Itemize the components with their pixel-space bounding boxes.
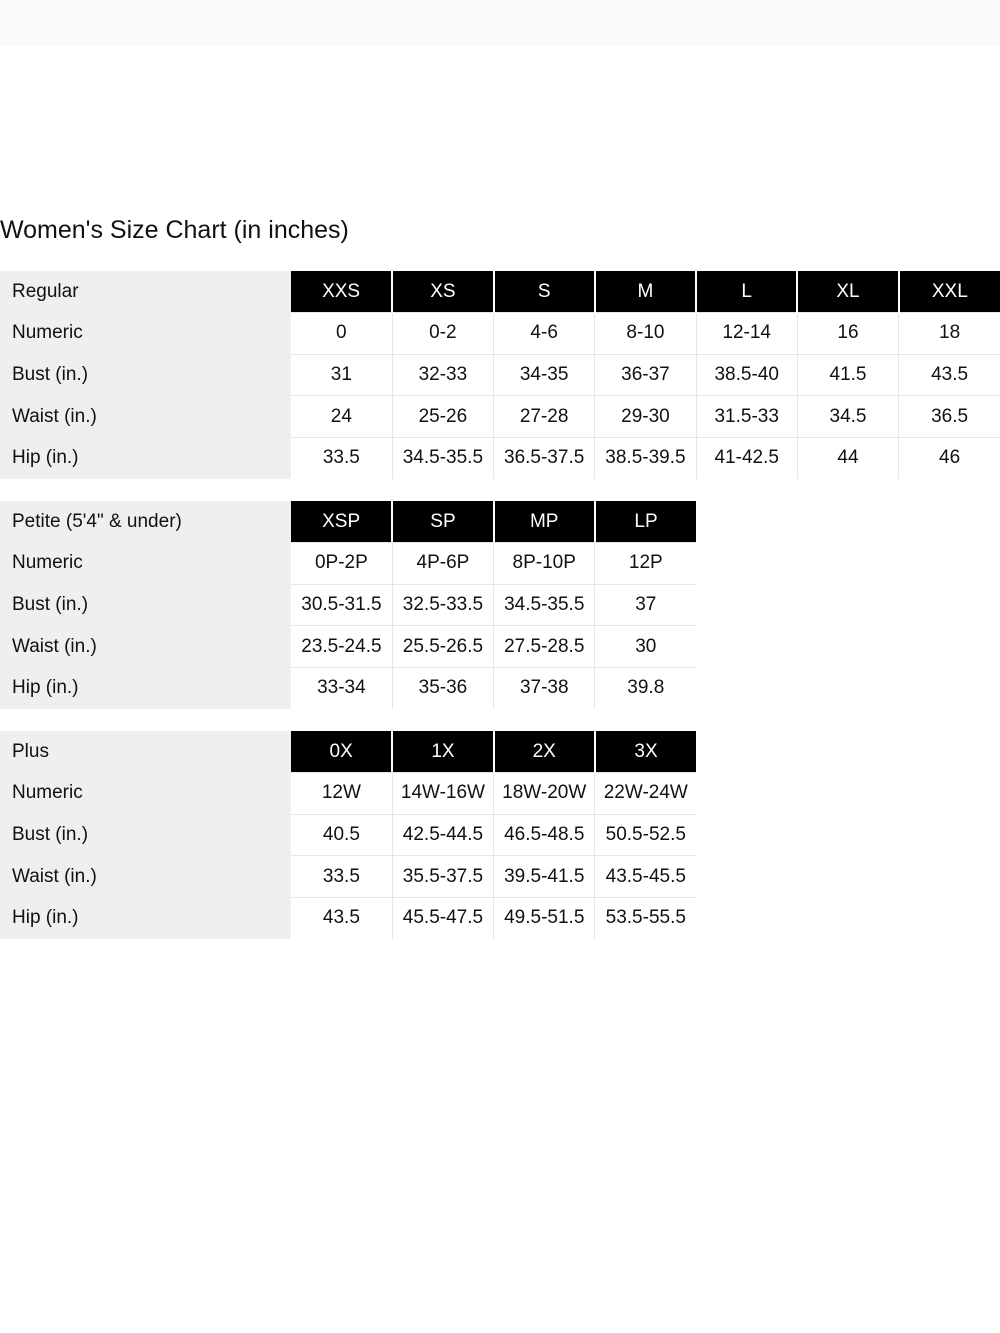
table-row: [0, 354, 1000, 396]
measurement-cell: 46.5-48.5: [494, 814, 595, 856]
measurement-cell: 25-26: [392, 396, 493, 438]
size-header-cell: XL: [797, 271, 898, 313]
measurement-cell: 8-10: [595, 313, 696, 355]
row-label: Hip (in.): [0, 437, 291, 479]
table-row: [0, 667, 696, 709]
size-header-cell: M: [595, 271, 696, 313]
measurement-cell: 18W-20W: [494, 773, 595, 815]
table-row: [0, 313, 1000, 355]
measurement-cell: 31.5-33: [696, 396, 797, 438]
table-header-row: [0, 501, 696, 543]
measurement-cell: 22W-24W: [595, 773, 696, 815]
table-header-row: [0, 731, 696, 773]
size-header-cell: 3X: [595, 731, 696, 773]
measurement-cell: 45.5-47.5: [392, 897, 493, 939]
row-label: Numeric: [0, 773, 291, 815]
size-header-cell: XSP: [291, 501, 392, 543]
table-row: [0, 856, 696, 898]
measurement-cell: 0-2: [392, 313, 493, 355]
size-header-cell: 2X: [494, 731, 595, 773]
table-section-label: Plus: [0, 731, 291, 773]
measurement-cell: 49.5-51.5: [494, 897, 595, 939]
measurement-cell: 34-35: [494, 354, 595, 396]
row-label: Hip (in.): [0, 897, 291, 939]
measurement-cell: 8P-10P: [494, 543, 595, 585]
size-header-cell: XXL: [899, 271, 1000, 313]
measurement-cell: 53.5-55.5: [595, 897, 696, 939]
measurement-cell: 42.5-44.5: [392, 814, 493, 856]
measurement-cell: 33.5: [291, 856, 392, 898]
measurement-cell: 12W: [291, 773, 392, 815]
measurement-cell: 23.5-24.5: [291, 626, 392, 668]
row-label: Numeric: [0, 313, 291, 355]
measurement-cell: 37-38: [494, 667, 595, 709]
measurement-cell: 27-28: [494, 396, 595, 438]
measurement-cell: 43.5: [291, 897, 392, 939]
table-section-label: Regular: [0, 271, 291, 313]
measurement-cell: 14W-16W: [392, 773, 493, 815]
measurement-cell: 18: [899, 313, 1000, 355]
measurement-cell: 38.5-40: [696, 354, 797, 396]
table-row: [0, 814, 696, 856]
measurement-cell: 31: [291, 354, 392, 396]
measurement-cell: 34.5: [797, 396, 898, 438]
row-label: Bust (in.): [0, 584, 291, 626]
measurement-cell: 34.5-35.5: [392, 437, 493, 479]
table-row: [0, 543, 696, 585]
measurement-cell: 24: [291, 396, 392, 438]
table-row: [0, 437, 1000, 479]
row-label: Bust (in.): [0, 814, 291, 856]
measurement-cell: 39.8: [595, 667, 696, 709]
measurement-cell: 33.5: [291, 437, 392, 479]
row-label: Waist (in.): [0, 856, 291, 898]
measurement-cell: 36-37: [595, 354, 696, 396]
measurement-cell: 27.5-28.5: [494, 626, 595, 668]
table-row: [0, 626, 696, 668]
measurement-cell: 36.5: [899, 396, 1000, 438]
top-band: [0, 0, 1000, 46]
measurement-cell: 40.5: [291, 814, 392, 856]
measurement-cell: 12-14: [696, 313, 797, 355]
measurement-cell: 38.5-39.5: [595, 437, 696, 479]
row-label: Waist (in.): [0, 626, 291, 668]
measurement-cell: 30: [595, 626, 696, 668]
page-title: Women's Size Chart (in inches): [0, 216, 349, 244]
measurement-cell: 33-34: [291, 667, 392, 709]
measurement-cell: 35.5-37.5: [392, 856, 493, 898]
row-label: Bust (in.): [0, 354, 291, 396]
table-row: [0, 584, 696, 626]
measurement-cell: 16: [797, 313, 898, 355]
plus-size-table: [0, 731, 696, 939]
size-header-cell: LP: [595, 501, 696, 543]
row-label: Hip (in.): [0, 667, 291, 709]
regular-size-table: [0, 271, 1000, 479]
table-header-row: [0, 271, 1000, 313]
size-header-cell: L: [696, 271, 797, 313]
measurement-cell: 30.5-31.5: [291, 584, 392, 626]
row-label: Waist (in.): [0, 396, 291, 438]
table-row: [0, 773, 696, 815]
table-row: [0, 897, 696, 939]
measurement-cell: 46: [899, 437, 1000, 479]
size-header-cell: XXS: [291, 271, 392, 313]
measurement-cell: 32.5-33.5: [392, 584, 493, 626]
size-header-cell: 1X: [392, 731, 493, 773]
measurement-cell: 44: [797, 437, 898, 479]
row-label: Numeric: [0, 543, 291, 585]
measurement-cell: 50.5-52.5: [595, 814, 696, 856]
table-section-label: Petite (5'4" & under): [0, 501, 291, 543]
measurement-cell: 35-36: [392, 667, 493, 709]
measurement-cell: 25.5-26.5: [392, 626, 493, 668]
measurement-cell: 41.5: [797, 354, 898, 396]
measurement-cell: 39.5-41.5: [494, 856, 595, 898]
measurement-cell: 0: [291, 313, 392, 355]
measurement-cell: 43.5-45.5: [595, 856, 696, 898]
measurement-cell: 4P-6P: [392, 543, 493, 585]
measurement-cell: 34.5-35.5: [494, 584, 595, 626]
measurement-cell: 37: [595, 584, 696, 626]
size-header-cell: S: [494, 271, 595, 313]
measurement-cell: 41-42.5: [696, 437, 797, 479]
measurement-cell: 36.5-37.5: [494, 437, 595, 479]
measurement-cell: 12P: [595, 543, 696, 585]
size-header-cell: MP: [494, 501, 595, 543]
measurement-cell: 29-30: [595, 396, 696, 438]
measurement-cell: 32-33: [392, 354, 493, 396]
measurement-cell: 43.5: [899, 354, 1000, 396]
measurement-cell: 0P-2P: [291, 543, 392, 585]
size-header-cell: 0X: [291, 731, 392, 773]
petite-size-table: [0, 501, 696, 709]
size-header-cell: SP: [392, 501, 493, 543]
table-row: [0, 396, 1000, 438]
size-header-cell: XS: [392, 271, 493, 313]
measurement-cell: 4-6: [494, 313, 595, 355]
